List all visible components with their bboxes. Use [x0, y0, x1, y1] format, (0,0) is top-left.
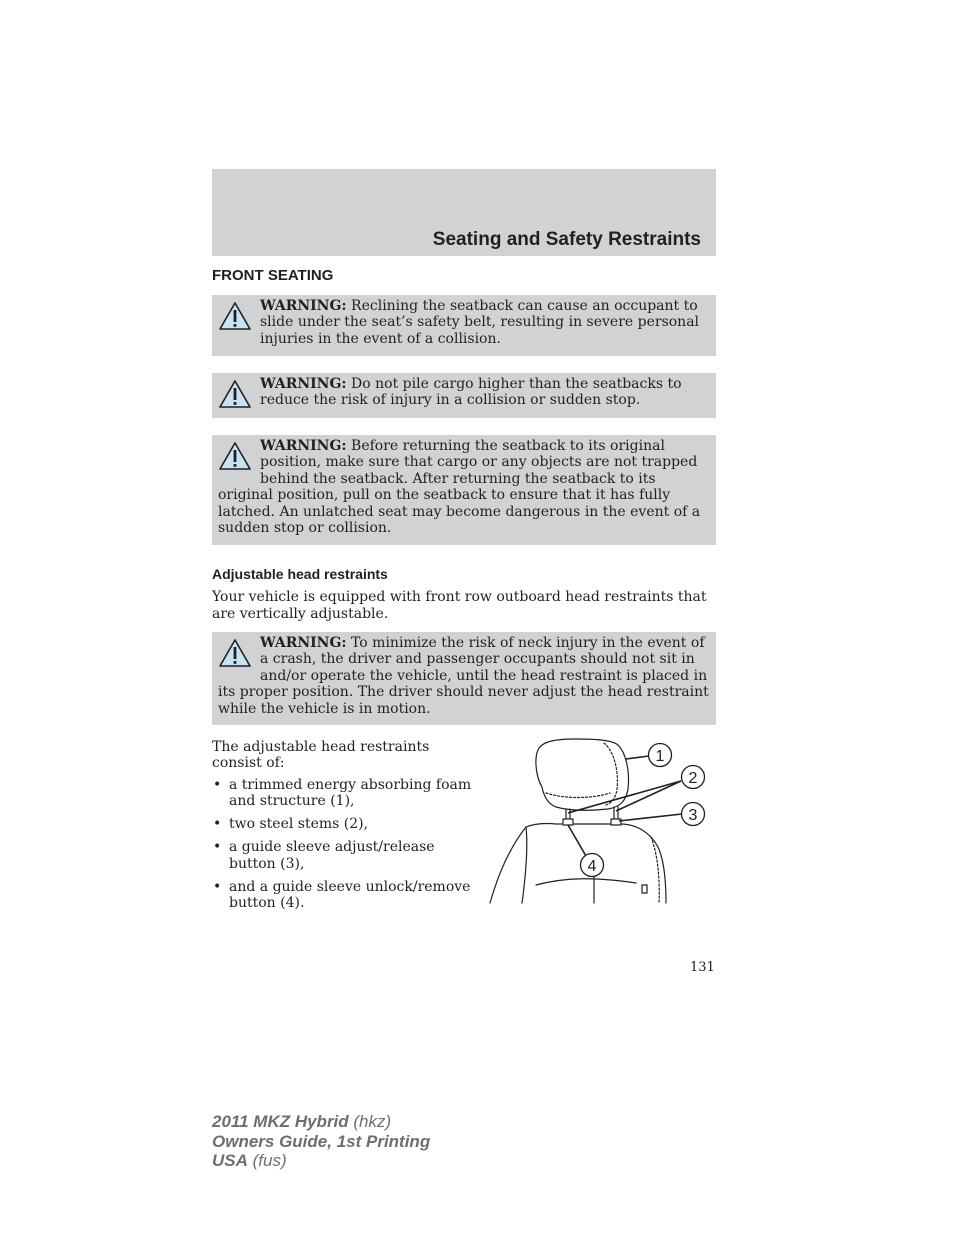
head-restraint-illustration: [486, 735, 716, 910]
warning-label: WARNING:: [260, 298, 347, 314]
list-item: • a trimmed energy absorbing foam and structure (1),: [213, 777, 472, 810]
bullet: •: [213, 839, 222, 856]
head-restraints-intro: Your vehicle is equipped with front row outboard head restraints that are vertically adjustable.: [212, 589, 707, 622]
warning-box-neck-injury: [212, 632, 716, 725]
warning-text: Before returning the seatback to its original position, make sure that cargo or any objects are not trapped behind the seatback. After returning the seatback to its original position, pull on the seatback to ensure that it has fully latched. An unlatched seat may become dangerous in the event of a sudden stop or collision.: [218, 438, 701, 537]
list-item: • and a guide sleeve unlock/remove button (4).: [213, 878, 471, 911]
warning-label: WARNING:: [260, 635, 347, 651]
warning-triangle-icon: [218, 379, 252, 409]
section-title: Seating and Safety Restraints: [432, 229, 701, 250]
callout-1: 1: [655, 748, 665, 765]
bullet: •: [213, 816, 222, 833]
callout-2: 2: [688, 770, 698, 787]
warning-text: Do not pile cargo higher than the seatbacks to reduce the risk of injury in a collision or sudden stop.: [260, 376, 682, 409]
bullet: •: [213, 878, 222, 895]
warning-text: To minimize the risk of neck injury in the event of a crash, the driver and passenger occupants should not sit in and/or operate the vehicle, until the head restraint is placed in its proper position. The driver should never adjust the head restraint while the vehicle is in motion.: [218, 635, 709, 717]
section-header-band: [212, 169, 716, 256]
warning-label: WARNING:: [260, 376, 347, 392]
callout-3: 3: [688, 807, 698, 824]
warning-box-seatback-latch: [212, 435, 716, 545]
callout-4: 4: [587, 858, 597, 875]
page-number: 131: [690, 960, 715, 975]
front-seating-heading: FRONT SEATING: [212, 267, 334, 284]
warning-triangle-icon: [218, 441, 252, 471]
warning-label: WARNING:: [260, 438, 347, 454]
warning-box-reclining: [212, 295, 716, 356]
warning-text: Reclining the seatback can cause an occupant to slide under the seat’s safety belt, resulting in severe personal injuries in the event of a collision.: [260, 298, 700, 347]
warning-box-cargo: [212, 373, 716, 418]
components-intro: The adjustable head restraints consist of:: [212, 739, 430, 772]
warning-triangle-icon: [218, 301, 252, 331]
list-item: • two steel stems (2),: [213, 816, 369, 833]
document-footer: 2011 MKZ Hybrid (hkz) Owners Guide, 1st Printing USA (fus): [212, 1112, 431, 1170]
head-restraints-heading: Adjustable head restraints: [212, 566, 388, 582]
components-list: [212, 777, 472, 918]
bullet: •: [213, 777, 222, 793]
warning-triangle-icon: [218, 638, 252, 668]
list-item: • a guide sleeve adjust/release button (3),: [213, 839, 435, 872]
